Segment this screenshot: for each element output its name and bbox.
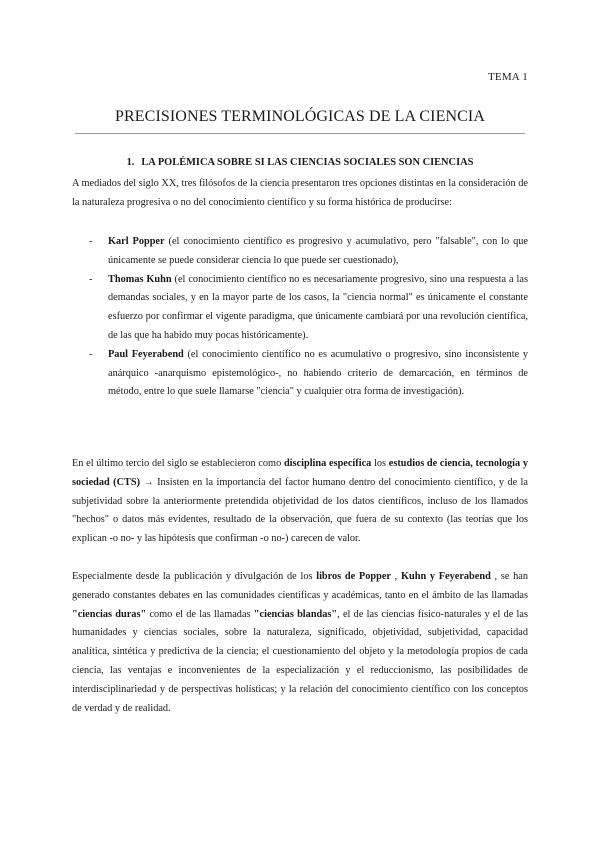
emphasis-text: estudios de ciencia, tecnología y sociedad (CTS) [72, 458, 528, 488]
bullet-dash: - [89, 236, 93, 247]
philosopher-name: Karl Popper [108, 236, 165, 247]
list-item-popper [72, 233, 528, 271]
bullet-dash: - [89, 273, 93, 285]
list-item-feyerabend [72, 346, 528, 402]
debates-paragraph [72, 568, 528, 718]
tema-label: TEMA 1 [487, 71, 528, 83]
intro-paragraph: A mediados del siglo XX, tres filósofos de la ciencia presentaron tres opciones distintas en la consideración de la naturaleza progresiva o no del conocimiento científico y su forma histórica de producirse: [72, 178, 528, 208]
philosopher-name: Thomas Kuhn [108, 273, 172, 285]
text-run: , el de las ciencias físico-naturales y el de las humanidades y ciencias sociales, sobre la naturaleza, significado, objetividad, subjetividad, capacidad analítica, sintética y predictiva de la ciencia; el cuestionamiento del objeto y la metodología propios de cada ciencia, las ventajas e inconvenientes de la especialización y el reduccionismo, las posibilidades de interdisciplinariedad y de perspectivas holísticas; y la relación del conocimiento científico con los conceptos de verdad y de realidad. [72, 608, 528, 714]
section-title: LA POLÉMICA SOBRE SI LAS CIENCIAS SOCIALES SON CIENCIAS [141, 157, 474, 168]
title-divider [75, 133, 525, 134]
text-run: Especialmente desde la publicación y divulgación de los [72, 571, 317, 582]
emphasis-text: "ciencias blandas" [253, 608, 338, 620]
text-run: En el último tercio del siglo se establecieron como [72, 458, 284, 469]
section-heading [72, 157, 528, 168]
section-number: 1. [126, 157, 135, 168]
philosopher-description: (el conocimiento científico no es necesariamente progresivo, sino una respuesta a las demandas sociales, y en la mayor parte de los casos, la "ciencia normal" es únicamente el constante esfuerzo por confirmar el vigente paradigma, que únicamente cambiará por una revolución científica, de las que ha habido muy pocas históricamente). [108, 273, 528, 341]
page-title: PRECISIONES TERMINOLÓGICAS DE LA CIENCIA [115, 108, 485, 125]
philosopher-description: (el conocimiento científico es progresivo y acumulativo, pero "falsable", con lo que únicamente se puede considerar ciencia lo que puede ser cuestionado), [108, 236, 528, 266]
philosopher-description: (el conocimiento científico no es acumulativo o progresivo, sino inconsistente y anárquico -anarquismo epistemológico-, no habiendo criterio de demarcación, en términos de método, entre lo que suele llamarse "ciencia" y cualquier otra forma de investigación). [108, 348, 528, 398]
text-run: , se han generado constantes debates en las comunidades científicas y académicas, tanto en el ámbito de las llamadas [72, 571, 528, 601]
text-run: los [371, 458, 389, 469]
emphasis-text: "ciencias duras" [72, 608, 147, 620]
text-run: , [390, 571, 401, 582]
text-run: → Insisten en la importancia del factor humano dentro del conocimiento científico, y de la subjetividad sobre la anteriormente pretendida objetividad de los datos científicos, incluso de los llamados "hechos" o datos más evidentes, resultado de la observación, que fuera de su contexto (las teorías que los explican -o no- y las hipótesis que confirman -o no-) carecen de valor. [72, 476, 528, 545]
emphasis-text: libros de Popper [316, 571, 391, 582]
cts-paragraph [72, 455, 528, 549]
philosopher-name: Paul Feyerabend [108, 348, 184, 360]
emphasis-text: disciplina específica [283, 458, 372, 469]
list-item-kuhn [72, 271, 528, 346]
philosophers-list [72, 233, 528, 402]
bullet-dash: - [89, 348, 93, 360]
text-run: como el de las llamadas [146, 608, 254, 620]
emphasis-text: Kuhn y Feyerabend [400, 571, 491, 582]
